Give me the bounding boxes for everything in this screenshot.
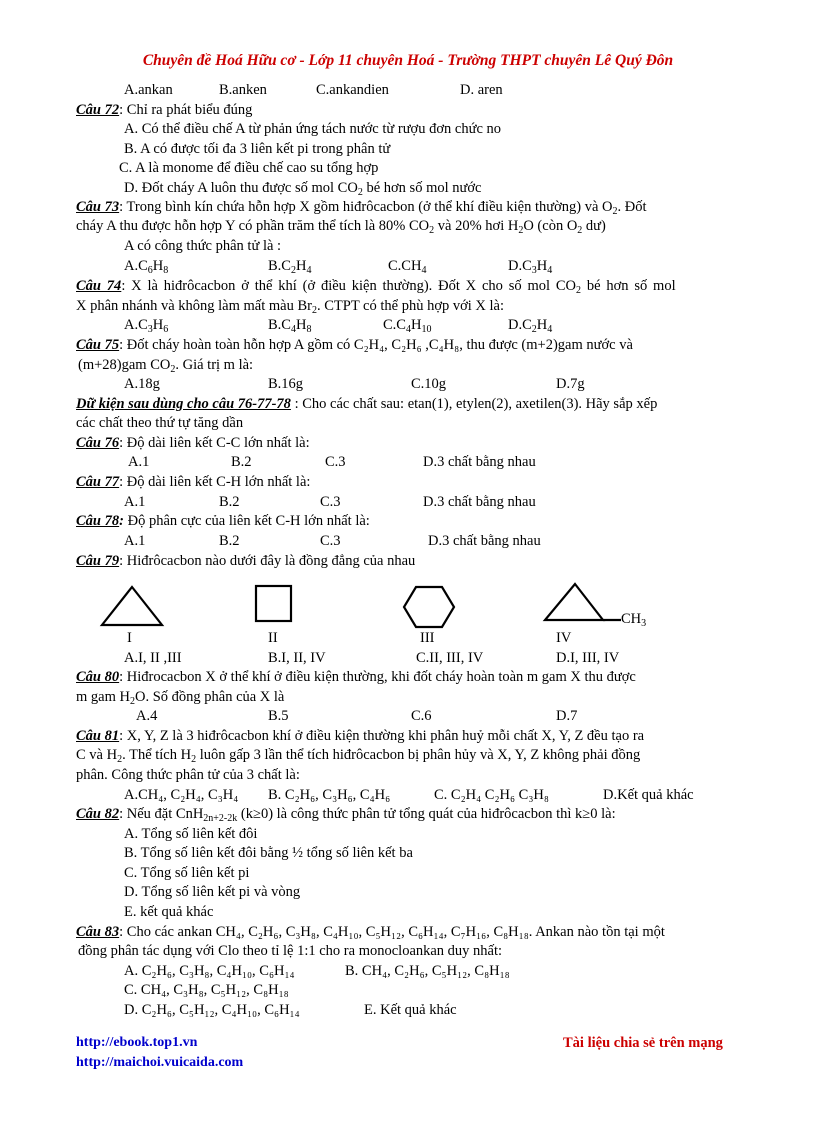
- shape-label-ii: II: [268, 630, 278, 646]
- q80-option-a: A.4: [136, 708, 158, 724]
- q71-option-d: D. aren: [460, 82, 503, 98]
- q73-option-a: $A.C_6H_8$: [124, 258, 169, 276]
- q82-option-e: E. kết quả khác: [124, 904, 214, 920]
- q73-stem-line1: Câu 73: Trong bình kín chứa hỗn hợp X gồm hiđrôcacbon (ở thể khí điều kiện thường) và $O_2$. Đốt: [76, 199, 647, 217]
- q73-option-d: $D.C_3H_4$: [508, 258, 553, 276]
- q79-option-b: B.I, II, IV: [268, 650, 326, 666]
- q75-stem-line1: Câu 75: Đốt cháy hoàn toàn hỗn hợp A gồm có C₂H₄, C₂H₆ ,C₄H₈, thu được (m+2)gam nước và: [76, 337, 633, 353]
- shape-label-iii: III: [420, 630, 435, 646]
- q81-stem-line2: C và $H_2$. Thể tích $H_2$ luôn gấp 3 lần thể tích hiđrôcacbon bị phân hủy và X, Y, Z không phải đồng: [76, 747, 641, 765]
- q76-78-intro-line1: Dữ kiện sau dùng cho câu 76-77-78 : Cho các chất sau: etan(1), etylen(2), axetilen(3). Hãy sắp xếp: [76, 396, 658, 412]
- q82-stem: Câu 82: Nếu đặt CnH$_{2n+2-2k}$ (k≥0) là công thức phân tử tổng quát của hiđrôcacbon thì k≥0 là:: [76, 806, 616, 824]
- q76-stem: Câu 76: Độ dài liên kết C-C lớn nhất là:: [76, 435, 310, 451]
- q75-stem-line2: (m+28)gam $CO_2$. Giá trị m là:: [78, 357, 254, 375]
- footer-note: Tài liệu chia sẻ trên mạng: [563, 1035, 723, 1051]
- q74-option-a: $A.C_3H_6$: [124, 317, 169, 335]
- q72-stem: [76, 101, 252, 119]
- q83-stem-line1: Câu 83: Cho các ankan CH₄, C₂H₆, C₃H₈, C₄H₁₀, C₅H₁₂, C₆H₁₄, C₇H₁₆, C₈H₁₈. Ankan nào tồn tại một: [76, 924, 665, 940]
- q82-option-d: D. Tổng số liên kết pi và vòng: [124, 884, 301, 900]
- q72-text: : Chỉ ra phát biểu đúng: [119, 102, 253, 118]
- q80-stem-line2: m gam $H_2O$. Số đồng phân của X là: [76, 689, 285, 707]
- q83-option-a: A. C₂H₆, C₃H₈, C₄H₁₀, C₆H₁₄: [124, 963, 295, 979]
- q81-stem-line1: Câu 81: X, Y, Z là 3 hiđrôcacbon khí ở điều kiện thường khi phân huỷ mỗi chất X, Y, Z đều tạo ra: [76, 728, 645, 744]
- footer-link-ebook[interactable]: http://ebook.top1.vn: [76, 1035, 198, 1050]
- q76-option-a: A.1: [128, 454, 150, 470]
- q83-stem-line2: đồng phân tác dụng với Clo theo tỉ lệ 1:1 cho ra monocloankan duy nhất:: [78, 943, 503, 959]
- q71-option-b: B.anken: [219, 82, 267, 98]
- q79-stem: Câu 79: Hiđrôcacbon nào dưới đây là đồng đẳng của nhau: [76, 553, 416, 569]
- q77-option-b: B.2: [219, 494, 240, 510]
- q78-option-b: B.2: [219, 533, 240, 549]
- q80-option-d: D.7: [556, 708, 578, 724]
- q75-option-d: D.7g: [556, 376, 585, 392]
- q79-option-a: A.I, II ,III: [124, 650, 182, 666]
- q76-option-d: D.3 chất bằng nhau: [423, 454, 536, 470]
- q79-label: Câu 79: [76, 553, 120, 569]
- q74-stem-line2: X phân nhánh và không làm mất màu $Br_2$. CTPT có thể phù hợp với X là:: [76, 298, 505, 316]
- q82-option-c: C. Tổng số liên kết pi: [124, 865, 250, 881]
- q71-option-c: C.ankandien: [316, 82, 389, 98]
- q78-label: Câu 78: [76, 513, 120, 529]
- q83-option-c: C. CH₄, C₃H₈, C₅H₁₂, C₈H₁₈: [124, 982, 289, 998]
- page-header: Chuyên đề Hoá Hữu cơ - Lớp 11 chuyên Hoá - Trường THPT chuyên Lê Quý Đôn: [142, 52, 674, 69]
- q75-option-a: A.18g: [124, 376, 160, 392]
- q75-option-c: C.10g: [411, 376, 447, 392]
- q72-option-d: D. Đốt cháy A luôn thu được số mol $CO_2$ bé hơn số mol nước: [124, 180, 482, 198]
- methylcyclopropane-structure-iv: [543, 582, 623, 624]
- q77-option-d: D.3 chất bằng nhau: [423, 494, 536, 510]
- q73-option-b: $B.C_2H_4$: [268, 258, 312, 276]
- methyl-group-label: $CH_3$: [621, 611, 647, 629]
- q72-option-b: B. A có được tối đa 3 liên kết pi trong phân tử: [124, 141, 391, 157]
- q80-label: Câu 80: [76, 669, 120, 685]
- q73-stem-line3: A có công thức phân tử là :: [124, 238, 282, 254]
- q72-option-a: A. Có thể điều chế A từ phản ứng tách nước từ rượu đơn chức no: [124, 121, 501, 137]
- q74-option-c: $C.C_4H_{10}$: [383, 317, 432, 335]
- q80-option-c: C.6: [411, 708, 432, 724]
- square-structure-ii: [254, 584, 294, 624]
- q80-stem-line1: Câu 80: Hiđrocacbon X ở thể khí ở điều kiện thường, khi đốt cháy hoàn toàn m gam X thu được: [76, 669, 636, 685]
- q81-option-c: C. C₂H₄ C₂H₆ C₃H₈: [434, 787, 549, 803]
- q74-label: Câu 74: [76, 278, 122, 294]
- q78-option-c: C.3: [320, 533, 341, 549]
- shape-label-iv: IV: [556, 630, 572, 646]
- q81-label: Câu 81: [76, 728, 120, 744]
- q83-option-e: E. Kết quả khác: [364, 1002, 457, 1018]
- q81-option-a: A.CH₄, C₂H₄, C₃H₄: [124, 787, 239, 803]
- q73-option-c: $C.CH_4$: [388, 258, 427, 276]
- shape-label-i: I: [127, 630, 132, 646]
- q83-option-b: B. CH₄, C₂H₆, C₅H₁₂, C₈H₁₈: [345, 963, 510, 979]
- q79-option-c: C.II, III, IV: [416, 650, 484, 666]
- q77-label: Câu 77: [76, 474, 120, 490]
- q78-option-a: A.1: [124, 533, 146, 549]
- q74-option-b: $B.C_4H_8$: [268, 317, 312, 335]
- q77-option-c: C.3: [320, 494, 341, 510]
- q80-option-b: B.5: [268, 708, 289, 724]
- q83-label: Câu 83: [76, 924, 120, 940]
- q82-option-a: A. Tổng số liên kết đôi: [124, 826, 258, 842]
- q74-stem-line1: Câu 74: X là hiđrôcacbon ở thể khí (ở điều kiện thường). Đốt X cho số mol $CO_2$ bé hơn số mol: [76, 278, 676, 296]
- q76-label: Câu 76: [76, 435, 120, 451]
- q72-label: Câu 72: [76, 102, 120, 118]
- q73-stem-line2: cháy A thu được hỗn hợp Y có phần trăm thể tích là 80% $CO_2$ và 20% hơi $H_2O$ (còn $O_2$ dư): [76, 218, 606, 236]
- q76-option-c: C.3: [325, 454, 346, 470]
- q81-option-d: D.Kết quả khác: [603, 787, 694, 803]
- q76-78-intro-label: Dữ kiện sau dùng cho câu 76-77-78: [76, 396, 291, 412]
- q74-option-d: $D.C_2H_4$: [508, 317, 553, 335]
- hexagon-structure-iii: [402, 585, 456, 629]
- triangle-structure-i: [100, 585, 164, 627]
- q82-option-b: B. Tổng số liên kết đôi bằng ½ tổng số liên kết ba: [124, 845, 413, 861]
- q78-stem: Câu 78: Độ phân cực của liên kết C-H lớn nhất là:: [76, 513, 370, 529]
- q77-option-a: A.1: [124, 494, 146, 510]
- q78-option-d: D.3 chất bằng nhau: [428, 533, 541, 549]
- q83-option-d: D. C₂H₆, C₅H₁₂, C₄H₁₀, C₆H₁₄: [124, 1002, 300, 1018]
- q76-option-b: B.2: [231, 454, 252, 470]
- q75-option-b: B.16g: [268, 376, 304, 392]
- q77-stem: Câu 77: Độ dài liên kết C-H lớn nhất là:: [76, 474, 311, 490]
- q81-stem-line3: phân. Công thức phân tử của 3 chất là:: [76, 767, 300, 783]
- q76-78-intro-line2: các chất theo thứ tự tăng dần: [76, 415, 244, 431]
- q82-label: Câu 82: [76, 806, 120, 822]
- q73-label: Câu 73: [76, 199, 120, 215]
- q72-option-c: C. A là monome để điều chế cao su tổng hợp: [119, 160, 379, 176]
- q75-label: Câu 75: [76, 337, 120, 353]
- q79-option-d: D.I, III, IV: [556, 650, 620, 666]
- q81-option-b: B. C₂H₆, C₃H₆, C₄H₆: [268, 787, 391, 803]
- footer-link-maichoi[interactable]: http://maichoi.vuicaida.com: [76, 1055, 244, 1070]
- q71-option-a: A.ankan: [124, 82, 173, 98]
